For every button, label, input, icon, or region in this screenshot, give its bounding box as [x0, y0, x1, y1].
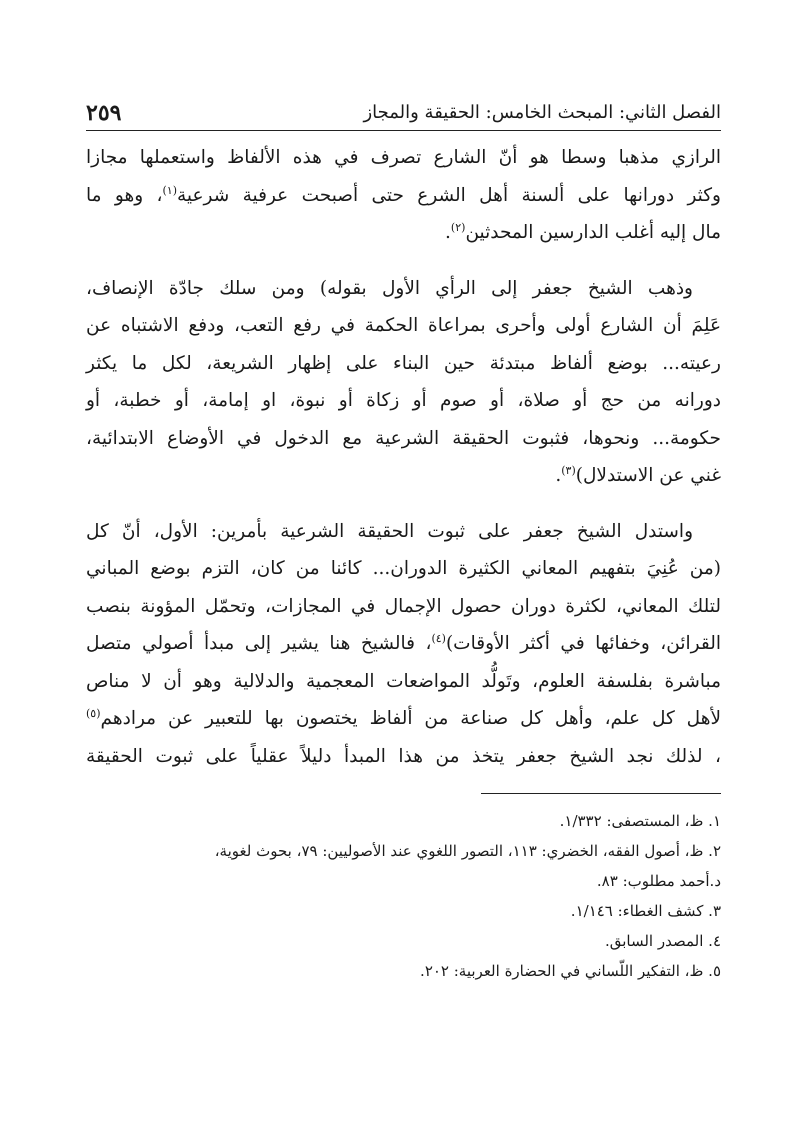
- text-line: رعيته... بوضع ألفاظ مبتدئة حين البناء على إظهار الشريعة، لكل ما يكثر: [86, 352, 721, 374]
- footnote-ref-1[interactable]: (١): [162, 183, 178, 197]
- text-line: [86, 700, 721, 738]
- footnote-4: ٤. المصدر السابق.: [604, 932, 721, 950]
- footnote-separator: [481, 793, 721, 794]
- footnote-ref-2[interactable]: (٢): [450, 220, 466, 234]
- text-segment: القرائن، وخفائها في أكثر الأوقات): [445, 633, 721, 654]
- footnotes: [86, 806, 721, 986]
- paragraph-3: [86, 513, 721, 776]
- page-number: ٢٥٩: [86, 100, 122, 126]
- text-segment: غني عن الاستدلال): [575, 465, 721, 486]
- document-page: [86, 86, 721, 986]
- text-segment: ، فالشيخ هنا يشير إلى مبدأ أصولي متصل: [86, 633, 432, 654]
- text-line: [86, 457, 721, 495]
- text-segment: لأهل كل علم، وأهل كل صناعة من ألفاظ يختصون بها للتعبير عن مرادهم: [100, 708, 721, 729]
- text-segment: ، وهو ما: [86, 184, 163, 206]
- footnote-2: ٢. ظ، أصول الفقه، الخضري: ١١٣، التصور اللغوي عند الأصوليين: ٧٩، بحوث لغوية،: [214, 842, 721, 860]
- footnote-ref-4[interactable]: (٤): [431, 631, 446, 645]
- text-line: وذهب الشيخ جعفر إلى الرأي الأول بقوله) ومن سلك جادّة الإنصاف،: [86, 277, 693, 299]
- text-line: مباشرة بفلسفة العلوم، وتَولُّد المواضعات المعجمية والدلالية وهو أن لا مناص: [86, 670, 721, 692]
- text-line: دورانه من حج أو صلاة، أو صوم أو زكاة أو نبوة، او إمامة، أو خطبة، أو: [86, 390, 721, 411]
- paragraph-2: [86, 270, 721, 495]
- text-line: ، لذلك نجد الشيخ جعفر يتخذ من هذا المبدأ دليلاً عقلياً على ثبوت الحقيقة: [86, 745, 721, 767]
- text-line: عَلِمَ أن الشارع أولى وأحرى بمراعاة الحكمة في رفع التعب، ودفع الاشتباه عن: [86, 315, 721, 336]
- text-line: [86, 177, 721, 215]
- text-line: (من عُنِيَ بتفهيم المعاني الكثيرة الدوران... كائنا من كان، التزم بوضع المباني: [86, 558, 721, 579]
- text-line: [86, 625, 721, 663]
- text-line: [86, 214, 721, 252]
- paragraph-1: [86, 139, 721, 252]
- text-segment: .: [445, 222, 451, 243]
- running-header: [86, 86, 721, 131]
- body-text: [86, 139, 721, 775]
- text-line: لتلك المعاني، لكثرة دوران حصول الإجمال في المجازات، وتحمّل المؤونة بنصب: [86, 595, 721, 617]
- text-line: الرازي مذهبا وسطا هو أنّ الشارع تصرف في هذه الألفاظ واستعملها مجازا: [86, 147, 721, 168]
- footnote-1: ١. ظ، المستصفى: ١/٣٣٢.: [559, 812, 721, 830]
- text-line: واستدل الشيخ جعفر على ثبوت الحقيقة الشرعية بأمرين: الأول، أنّ كل: [86, 520, 693, 542]
- footnote-3: ٣. كشف الغطاء: ١/١٤٦.: [570, 902, 721, 920]
- text-segment: وكثر دورانها على ألسنة أهل الشرع حتى أصبحت عرفية شرعية: [177, 184, 721, 206]
- running-title: الفصل الثاني: المبحث الخامس: الحقيقة والمجاز: [363, 102, 721, 123]
- text-line: حكومة... ونحوها، فثبوت الحقيقة الشرعية مع الدخول في الأوضاع الابتدائية،: [86, 427, 721, 449]
- footnote-ref-5[interactable]: (٥): [86, 706, 101, 720]
- text-segment: .: [555, 465, 562, 486]
- text-segment: مال إليه أغلب الدارسين المحدثين: [465, 222, 721, 243]
- footnote-5: ٥. ظ، التفكير اللّساني في الحضارة العربية: ٢٠٢.: [420, 962, 721, 980]
- footnote-2-continued: د.أحمد مطلوب: ٨٣.: [596, 872, 721, 890]
- footnote-ref-3[interactable]: (٣): [561, 463, 576, 477]
